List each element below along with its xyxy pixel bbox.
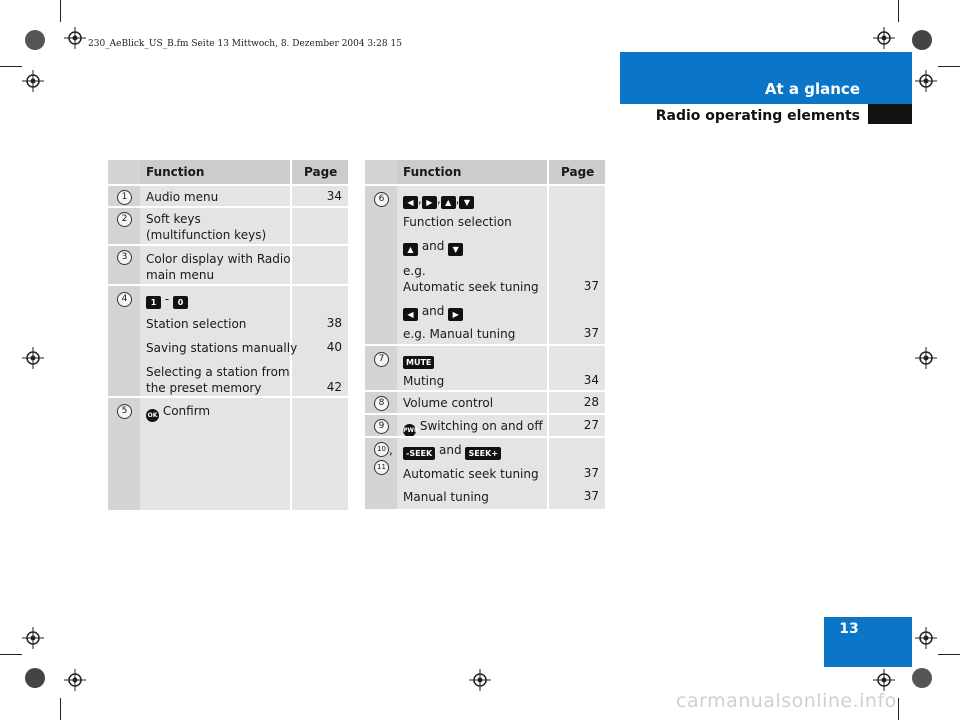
section-subtitle: Radio operating elements bbox=[655, 108, 860, 124]
function-label: Automatic seek tuning bbox=[403, 280, 539, 294]
page-ref: 40 bbox=[326, 340, 342, 354]
page-ref: 28 bbox=[583, 395, 599, 409]
left-arrow-key-icon: ◀ bbox=[403, 308, 418, 321]
function-label: Soft keys bbox=[146, 212, 201, 226]
registration-mark-icon bbox=[64, 27, 86, 49]
table-row bbox=[365, 436, 605, 509]
trim-line bbox=[898, 0, 899, 22]
page-ref: 42 bbox=[326, 380, 342, 394]
table-row bbox=[365, 344, 605, 392]
table-row bbox=[108, 244, 348, 286]
watermark-text: carmanualsonline.info bbox=[676, 690, 897, 712]
callout-number: 11 bbox=[374, 460, 389, 475]
seek-keys bbox=[403, 442, 501, 460]
key-range bbox=[146, 291, 188, 309]
trim-line bbox=[60, 0, 61, 22]
function-label: Audio menu bbox=[146, 190, 219, 204]
header-marker bbox=[868, 104, 912, 124]
preset-key-1-icon: 1 bbox=[146, 296, 161, 309]
seek-up-key-icon: SEEK+ bbox=[465, 447, 501, 460]
function-text: Switching on and off bbox=[419, 419, 543, 433]
file-note: 230_AeBlick_US_B.fm Seite 13 Mittwoch, 8. Dezember 2004 3:28 15 bbox=[88, 39, 402, 49]
down-arrow-key-icon: ▼ bbox=[459, 196, 474, 209]
function-table-left bbox=[108, 160, 348, 508]
left-arrow-key-icon: ◀ bbox=[403, 196, 418, 209]
power-key-icon: PWR bbox=[403, 424, 416, 437]
function-label: the preset memory bbox=[146, 381, 262, 395]
key-separator: , bbox=[436, 192, 441, 206]
page-ref: 34 bbox=[326, 189, 342, 203]
function-label: Saving stations manually bbox=[146, 341, 298, 355]
col-page: Page bbox=[304, 165, 338, 179]
table-row bbox=[108, 184, 348, 208]
section-title: At a glance bbox=[764, 80, 860, 98]
trim-line bbox=[0, 654, 22, 655]
callout-number: 3 bbox=[117, 250, 132, 265]
function-label: Automatic seek tuning bbox=[403, 467, 539, 481]
function-label bbox=[403, 351, 434, 369]
arrow-keys bbox=[403, 191, 474, 209]
trim-line bbox=[938, 654, 960, 655]
up-arrow-key-icon: ▲ bbox=[441, 196, 456, 209]
function-label: (multifunction keys) bbox=[146, 228, 267, 242]
registration-mark-icon bbox=[64, 669, 86, 691]
function-label: main menu bbox=[146, 268, 215, 282]
function-label: Color display with Radio bbox=[146, 252, 291, 266]
function-label: Volume control bbox=[403, 396, 494, 410]
function-label: Selecting a station from bbox=[146, 365, 290, 379]
key-separator: - bbox=[164, 292, 170, 306]
registration-mark-icon bbox=[22, 70, 44, 92]
and-text: and bbox=[421, 239, 445, 253]
registration-mark-icon bbox=[915, 347, 937, 369]
preset-key-0-icon: 0 bbox=[173, 296, 188, 309]
registration-mark-icon bbox=[873, 669, 895, 691]
table-header bbox=[365, 160, 605, 184]
density-dot-icon bbox=[25, 30, 45, 50]
right-arrow-key-icon: ▶ bbox=[448, 308, 463, 321]
registration-mark-icon bbox=[915, 627, 937, 649]
table-row bbox=[365, 184, 605, 346]
callout-number: 6 bbox=[374, 192, 389, 207]
right-arrow-key-icon: ▶ bbox=[422, 196, 437, 209]
registration-mark-icon bbox=[22, 347, 44, 369]
table-row bbox=[365, 390, 605, 415]
registration-mark-icon bbox=[22, 627, 44, 649]
function-table-right bbox=[365, 160, 605, 507]
table-header bbox=[108, 160, 348, 184]
callout-number: 10 bbox=[374, 442, 389, 457]
callout-number: 4 bbox=[117, 292, 132, 307]
function-label: e.g. bbox=[403, 264, 426, 278]
and-text: and bbox=[421, 304, 445, 318]
trim-line bbox=[938, 66, 960, 67]
col-function: Function bbox=[146, 165, 205, 179]
and-text: and bbox=[439, 443, 462, 457]
density-dot-icon bbox=[25, 668, 45, 688]
callout-number: 1 bbox=[117, 190, 132, 205]
table-row bbox=[108, 206, 348, 246]
mute-key-icon: MUTE bbox=[403, 356, 434, 369]
trim-line bbox=[898, 698, 899, 720]
page-ref: 37 bbox=[583, 279, 599, 293]
page-ref: 37 bbox=[583, 489, 599, 503]
callout-number: 5 bbox=[117, 404, 132, 419]
density-dot-icon bbox=[912, 30, 932, 50]
callout-number: 7 bbox=[374, 352, 389, 367]
function-label bbox=[403, 418, 543, 437]
col-page: Page bbox=[561, 165, 595, 179]
table-row bbox=[108, 284, 348, 398]
callout-number: 8 bbox=[374, 396, 389, 411]
function-text: Confirm bbox=[162, 404, 211, 418]
registration-mark-icon bbox=[873, 27, 895, 49]
key-separator: , bbox=[455, 192, 460, 206]
function-label: Manual tuning bbox=[403, 490, 489, 504]
callout-number: 9 bbox=[374, 419, 389, 434]
page-number: 13 bbox=[839, 621, 859, 637]
ok-key-icon: OK bbox=[146, 409, 159, 422]
down-arrow-key-icon: ▼ bbox=[448, 243, 463, 256]
registration-mark-icon bbox=[915, 70, 937, 92]
key-separator: , bbox=[418, 192, 422, 206]
page-ref: 27 bbox=[583, 418, 599, 432]
function-label: Station selection bbox=[146, 317, 247, 331]
col-function: Function bbox=[403, 165, 462, 179]
function-label: Muting bbox=[403, 374, 445, 388]
key-pair bbox=[403, 303, 463, 321]
callout-separator: , bbox=[389, 443, 393, 457]
function-label: e.g. Manual tuning bbox=[403, 327, 516, 341]
table-row bbox=[365, 413, 605, 438]
table-row bbox=[108, 396, 348, 510]
callout-number: 2 bbox=[117, 212, 132, 227]
trim-line bbox=[0, 66, 22, 67]
density-dot-icon bbox=[912, 668, 932, 688]
function-label: Function selection bbox=[403, 215, 512, 229]
page-ref: 37 bbox=[583, 466, 599, 480]
trim-line bbox=[60, 698, 61, 720]
page-ref: 38 bbox=[326, 316, 342, 330]
page-ref: 34 bbox=[583, 373, 599, 387]
key-pair bbox=[403, 238, 463, 256]
function-label bbox=[146, 403, 210, 422]
up-arrow-key-icon: ▲ bbox=[403, 243, 418, 256]
page-ref: 37 bbox=[583, 326, 599, 340]
seek-down-key-icon: -SEEK bbox=[403, 447, 435, 460]
registration-mark-icon bbox=[469, 669, 491, 691]
